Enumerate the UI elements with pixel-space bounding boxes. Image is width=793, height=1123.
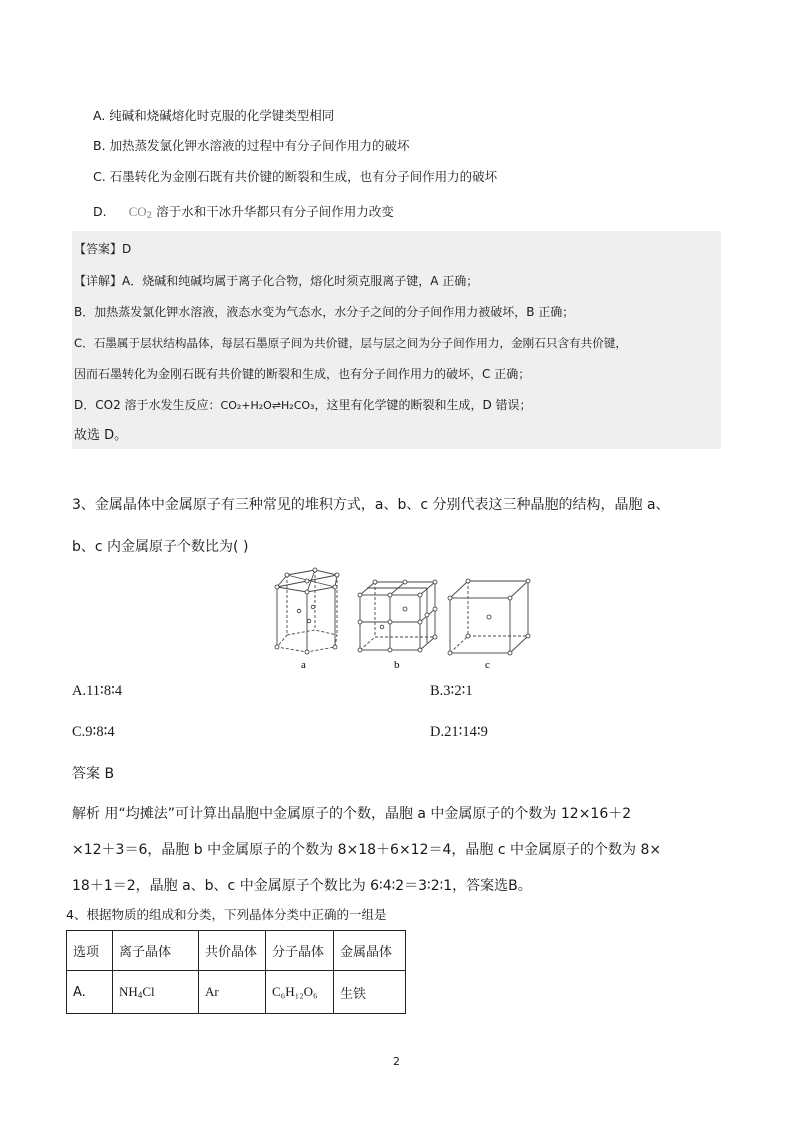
answer-label: 【答案】D bbox=[74, 242, 132, 256]
cell-molecular: C₆H₁₂O₆ bbox=[266, 971, 334, 1014]
conclusion: 故选 D。 bbox=[74, 428, 128, 443]
detail-b: B．加热蒸发氯化钾水溶液，液态水变为气态水，水分子之间的分子间作用力被破坏，B 正确； bbox=[74, 305, 575, 319]
header-molecular: 分子晶体 bbox=[266, 931, 334, 971]
cell-ionic bbox=[113, 971, 199, 1014]
table-header-row bbox=[67, 931, 406, 971]
detail-d-prefix: D．CO2 溶于水发生反应： bbox=[74, 398, 221, 412]
q3-stem-line1: 3、金属晶体中金属原子有三种常见的堆积方式，a、b、c 分别代表这三种晶胞的结构，晶胞 a、 bbox=[72, 497, 670, 513]
detail-d-equation: CO₂+H₂O⇌H₂CO₃ bbox=[220, 399, 315, 412]
page-number: 2 bbox=[393, 1055, 400, 1068]
cell-b-fcc bbox=[360, 582, 435, 650]
q3-option-d: D.21∶14∶9 bbox=[430, 724, 488, 740]
q3-option-c: C.9∶8∶4 bbox=[72, 724, 115, 740]
cell-ionic-tail: Cl bbox=[142, 984, 155, 999]
header-metallic: 金属晶体 bbox=[334, 931, 406, 971]
header-ionic: 离子晶体 bbox=[113, 931, 199, 971]
label-c: c bbox=[485, 659, 490, 671]
q3-stem-line2: b、c 内金属原子个数比为( ) bbox=[72, 539, 249, 555]
cell-metallic: 生铁 bbox=[334, 971, 406, 1014]
header-covalent: 共价晶体 bbox=[199, 931, 266, 971]
table-row bbox=[67, 971, 406, 1014]
option-d-formula: CO bbox=[128, 204, 147, 219]
detail-c1: C．石墨属于层状结构晶体，每层石墨原子间为共价键，层与层之间为分子间作用力，金刚石只含有共价键， bbox=[74, 336, 628, 350]
detail-c2: 因而石墨转化为金刚石既有共价键的断裂和生成，也有分子间作用力的破坏，C 正确； bbox=[74, 367, 531, 381]
cell-option: A. bbox=[67, 971, 113, 1014]
label-b: b bbox=[394, 659, 400, 671]
q3-analysis-3: 18＋1＝2，晶胞 a、b、c 中金属原子个数比为 6∶4∶2＝3∶2∶1，答案选B。 bbox=[72, 878, 532, 894]
option-b: B. 加热蒸发氯化钾水溶液的过程中有分子间作用力的破坏 bbox=[93, 138, 410, 153]
cell-covalent: Ar bbox=[199, 971, 266, 1014]
q3-option-b: B.3∶2∶1 bbox=[430, 683, 473, 699]
header-option: 选项 bbox=[67, 931, 113, 971]
q3-analysis-1: 解析 用“均摊法”可计算出晶胞中金属原子的个数，晶胞 a 中金属原子的个数为 12×16＋2 bbox=[72, 806, 632, 822]
cell-ionic-main: NH bbox=[119, 984, 138, 999]
option-d-rest: 溶于水和干冰升华都只有分子间作用力改变 bbox=[156, 204, 394, 219]
classification-table bbox=[66, 930, 406, 1014]
option-c: C. 石墨转化为金刚石既有共价键的断裂和生成，也有分子间作用力的破坏 bbox=[93, 169, 498, 184]
cell-ionic-sub: 4 bbox=[137, 990, 143, 1000]
label-a: a bbox=[301, 659, 306, 671]
option-d-sub: 2 bbox=[146, 211, 153, 221]
q3-option-a: A.11∶8∶4 bbox=[72, 683, 123, 699]
option-d-prefix: D. bbox=[93, 204, 107, 219]
option-d bbox=[93, 202, 394, 220]
q3-answer: 答案 B bbox=[72, 766, 115, 782]
detail-d bbox=[74, 396, 532, 413]
detail-a: 【详解】A．烧碱和纯碱均属于离子化合物，熔化时须克服离子键，A 正确； bbox=[74, 274, 479, 288]
crystal-cells-figure bbox=[265, 565, 535, 675]
option-a: A. 纯碱和烧碱熔化时克服的化学键类型相同 bbox=[93, 108, 335, 123]
q4-stem: 4、根据物质的组成和分类，下列晶体分类中正确的一组是 bbox=[66, 907, 387, 922]
detail-d-suffix: ，这里有化学键的断裂和生成，D 错误； bbox=[314, 398, 532, 412]
q3-analysis-2: ×12＋3＝6，晶胞 b 中金属原子的个数为 8×18＋6×12＝4，晶胞 c 中金属原子的个数为 8× bbox=[72, 842, 662, 858]
